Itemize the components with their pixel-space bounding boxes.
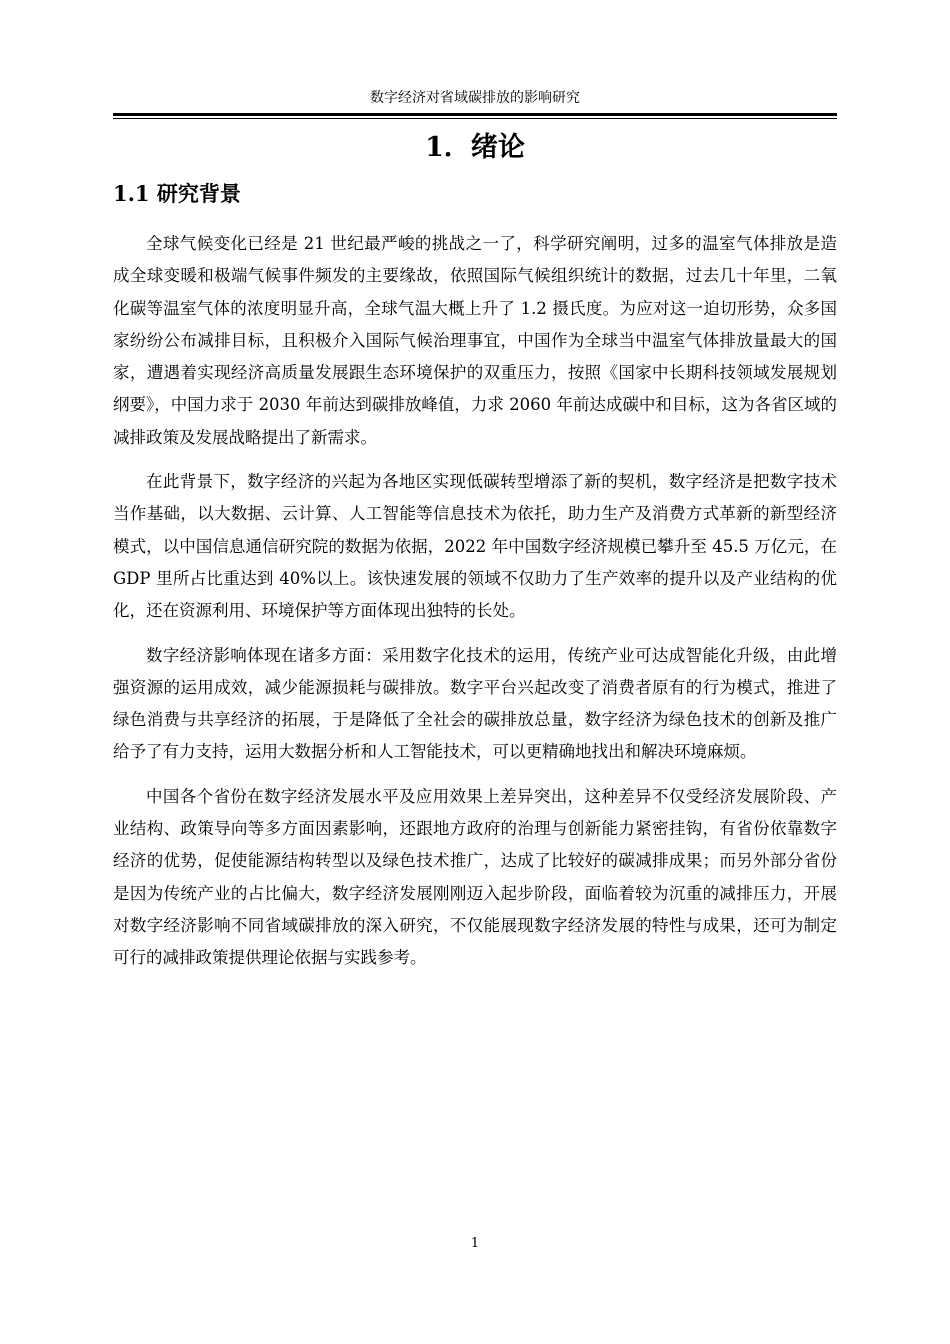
- header-rule-thin: [113, 118, 837, 119]
- chapter-title: 1．绪论: [425, 132, 525, 163]
- paragraph: 全球气候变化已经是 21 世纪最严峻的挑战之一了，科学研究阐明，过多的温室气体排放是造成全球变暖和极端气候事件频发的主要缘故，依照国际气候组织统计的数据，过去几十年里，二氧化碳等温室气体的浓度明显升高，全球气温大概上升了 1.2 摄氏度。为应对这一迫切形势，众多国家纷纷公布减排目标，且积极介入国际气候治理事宜，中国作为全球当中温室气体排放量最大的国家，遭遇着实现经济高质量发展跟生态环境保护的双重压力，按照《国家中长期科技领域发展规划纲要》，中国力求于 2030 年前达到碳排放峰值，力求 2060 年前达成碳中和目标，这为各省区域的减排政策及发展战略提出了新需求。: [113, 234, 837, 447]
- body-text: [113, 228, 837, 987]
- paragraph: 中国各个省份在数字经济发展水平及应用效果上差异突出，这种差异不仅受经济发展阶段、产业结构、政策导向等多方面因素影响，还跟地方政府的治理与创新能力紧密挂钩，有省份依靠数字经济的优势，促使能源结构转型以及绿色技术推广，达成了比较好的碳减排成果；而另外部分省份是因为传统产业的占比偏大，数字经济发展刚刚迈入起步阶段，面临着较为沉重的减排压力，开展对数字经济影响不同省域碳排放的深入研究，不仅能展现数字经济发展的特性与成果，还可为制定可行的减排政策提供理论依据与实践参考。: [113, 786, 837, 968]
- paragraph: 数字经济影响体现在诸多方面：采用数字化技术的运用，传统产业可达成智能化升级，由此增强资源的运用成效，减少能源损耗与碳排放。数字平台兴起改变了消费者原有的行为模式，推进了绿色消费与共享经济的拓展，于是降低了全社会的碳排放总量，数字经济为绿色技术的创新及推广给予了有力支持，运用大数据分析和人工智能技术，可以更精确地找出和解决环境麻烦。: [113, 645, 837, 762]
- header-rule-thick: [113, 113, 837, 116]
- section-title: 1.1 研究背景: [113, 181, 241, 206]
- running-header: 数字经济对省域碳排放的影响研究: [370, 90, 580, 106]
- paragraph: 在此背景下，数字经济的兴起为各地区实现低碳转型增添了新的契机，数字经济是把数字技术当作基础，以大数据、云计算、人工智能等信息技术为依托，助力生产及消费方式革新的新型经济模式，以中国信息通信研究院的数据为依据，2022 年中国数字经济规模已攀升至 45.5 万亿元，在 GDP 里所占比重达到 40%以上。该快速发展的领域不仅助力了生产效率的提升以及产业结构的优化，还在资源利用、环境保护等方面体现出独特的长处。: [113, 472, 837, 621]
- page-number: 1: [470, 1236, 480, 1251]
